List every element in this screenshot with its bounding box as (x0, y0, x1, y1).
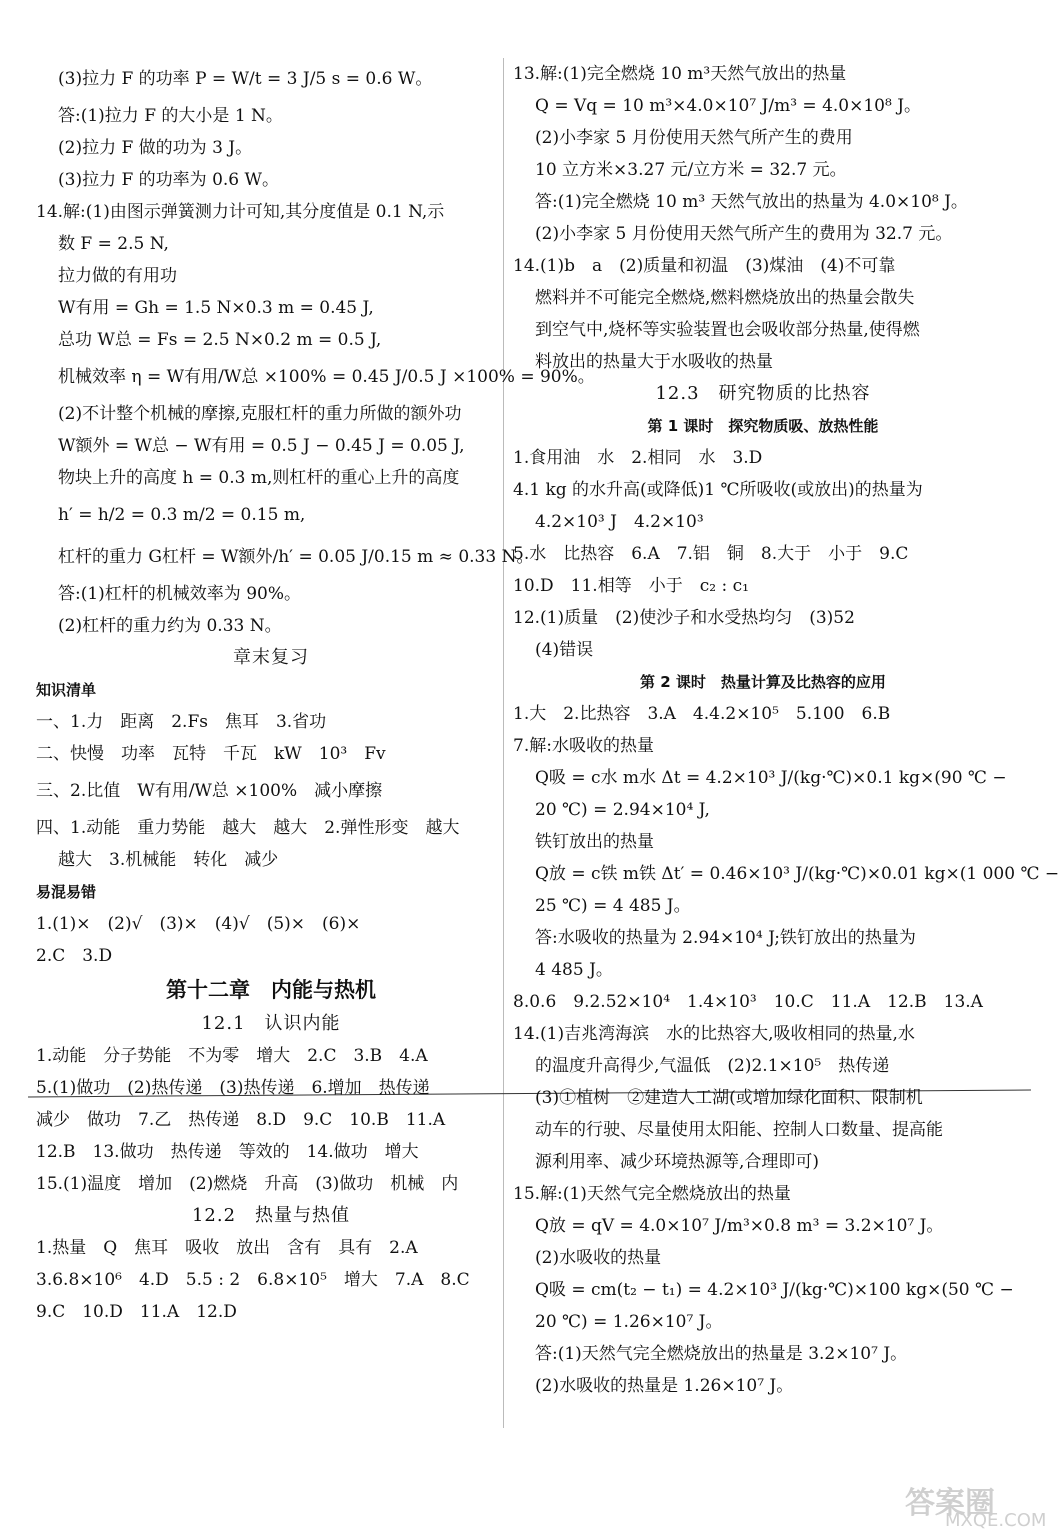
right-line: (2)水吸收的热量是 1.26×10⁷ J。 (535, 1376, 794, 1396)
right-line: 到空气中,烧杯等实验装置也会吸收部分热量,使得燃 (535, 320, 920, 340)
right-line: Q放 = c铁 m铁 Δt′ = 0.46×10³ J/(kg·℃)×0.01 kg×(1 000 ℃ − (535, 864, 1060, 884)
left-line: 机械效率 η = W有用/W总 ×100% = 0.45 J/0.5 J ×100% = 90%。 (58, 367, 595, 387)
left-line: W有用 = Gh = 1.5 N×0.3 m = 0.45 J, (58, 298, 374, 318)
right-column (513, 58, 1060, 1402)
left-line: (2)拉力 F 做的功为 3 J。 (58, 138, 253, 158)
right-line: 7.解:水吸收的热量 (513, 736, 654, 756)
left-line: 数 F = 2.5 N, (58, 234, 169, 254)
left-line: 1.(1)× (2)√ (3)× (4)√ (5)× (6)× (36, 914, 361, 934)
right-line: 12.3 研究物质的比热容 (655, 383, 871, 404)
left-line: 9.C 10.D 11.A 12.D (36, 1302, 237, 1322)
right-line: 4.1 kg 的水升高(或降低)1 ℃所吸收(或放出)的热量为 (513, 480, 923, 500)
right-line: 答:水吸收的热量为 2.94×10⁴ J;铁钉放出的热量为 (535, 928, 916, 948)
left-line: (2)不计整个机械的摩擦,克服杠杆的重力所做的额外功 (58, 404, 462, 424)
right-line: 答:(1)完全燃烧 10 m³ 天然气放出的热量为 4.0×10⁸ J。 (535, 192, 968, 212)
left-line: (2)杠杆的重力约为 0.33 N。 (58, 616, 282, 636)
left-line: 答:(1)杠杆的机械效率为 90%。 (58, 584, 301, 604)
left-line: 12.B 13.做功 热传递 等效的 14.做功 增大 (36, 1142, 419, 1162)
right-line: 第 2 课时 热量计算及比热容的应用 (640, 673, 886, 691)
left-line: (3)拉力 F 的功率为 0.6 W。 (58, 170, 279, 190)
watermark-logo: 答案圈 (905, 1486, 995, 1521)
left-line: 12.1 认识内能 (201, 1013, 341, 1034)
right-line: 5.水 比热容 6.A 7.铝 铜 8.大于 小于 9.C (513, 544, 909, 564)
left-line: 三、2.比值 W有用/W总 ×100% 减小摩擦 (36, 781, 383, 801)
right-line: 4 485 J。 (535, 960, 613, 980)
left-line: 总功 W总 = Fs = 2.5 N×0.2 m = 0.5 J, (58, 330, 382, 350)
left-line: 12.2 热量与热值 (191, 1205, 351, 1226)
right-line: (4)错误 (535, 640, 594, 660)
left-line: 3.6.8×10⁶ 4.D 5.5 : 2 6.8×10⁵ 增大 7.A 8.C (36, 1270, 470, 1290)
left-line: 物块上升的高度 h = 0.3 m,则杠杆的重心上升的高度 (58, 468, 460, 488)
right-line: 答:(1)天然气完全燃烧放出的热量是 3.2×10⁷ J。 (535, 1344, 908, 1364)
right-line: 14.(1)b a (2)质量和初温 (3)煤油 (4)不可靠 (513, 256, 896, 276)
right-line: 的温度升高得少,气温低 (2)2.1×10⁵ 热传递 (535, 1056, 890, 1076)
right-line: Q吸 = c水 m水 Δt = 4.2×10³ J/(kg·℃)×0.1 kg×(90 ℃ − (535, 768, 1007, 788)
right-line: 8.0.6 9.2.52×10⁴ 1.4×10³ 10.C 11.A 12.B 13.A (513, 992, 983, 1012)
right-line: 1.大 2.比热容 3.A 4.4.2×10⁵ 5.100 6.B (513, 704, 891, 724)
right-line: 料放出的热量大于水吸收的热量 (535, 352, 773, 372)
right-line: 源利用率、减少环境热源等,合理即可) (535, 1152, 820, 1172)
right-line: (2)小李家 5 月份使用天然气所产生的费用为 32.7 元。 (535, 224, 953, 244)
left-line: h′ = h/2 = 0.3 m/2 = 0.15 m, (58, 505, 306, 525)
right-line: 14.(1)吉兆湾海滨 水的比热容大,吸收相同的热量,水 (513, 1024, 915, 1044)
left-line: 杠杆的重力 G杠杆 = W额外/h′ = 0.05 J/0.15 m ≈ 0.33 N。 (58, 547, 534, 567)
left-line: 答:(1)拉力 F 的大小是 1 N。 (58, 106, 283, 126)
left-line: 拉力做的有用功 (58, 266, 177, 286)
right-line: 4.2×10³ J 4.2×10³ (535, 512, 704, 532)
right-line: 第 1 课时 探究物质吸、放热性能 (647, 417, 879, 435)
left-line: 一、1.力 距离 2.Fs 焦耳 3.省功 (36, 712, 327, 732)
right-line: 铁钉放出的热量 (535, 832, 654, 852)
left-line: 知识清单 (36, 681, 97, 699)
left-line: 二、快慢 功率 瓦特 千瓦 kW 10³ Fv (36, 744, 386, 764)
right-line: Q吸 = cm(t₂ − t₁) = 4.2×10³ J/(kg·℃)×100 kg×(50 ℃ − (535, 1280, 1014, 1300)
right-line: 1.食用油 水 2.相同 水 3.D (513, 448, 763, 468)
right-line: Q = Vq = 10 m³×4.0×10⁷ J/m³ = 4.0×10⁸ J。 (535, 96, 922, 116)
right-line: 12.(1)质量 (2)使沙子和水受热均匀 (3)52 (513, 608, 855, 628)
left-line: 15.(1)温度 增加 (2)燃烧 升高 (3)做功 机械 内 (36, 1174, 459, 1194)
left-line: W额外 = W总 − W有用 = 0.5 J − 0.45 J = 0.05 J, (58, 436, 465, 456)
right-line: (2)水吸收的热量 (535, 1248, 662, 1268)
right-line: 13.解:(1)完全燃烧 10 m³天然气放出的热量 (513, 64, 847, 84)
left-line: 四、1.动能 重力势能 越大 越大 2.弹性形变 越大 (36, 818, 460, 838)
right-line: 25 ℃) = 4 485 J。 (535, 896, 691, 916)
left-line: 1.热量 Q 焦耳 吸收 放出 含有 具有 2.A (36, 1238, 418, 1258)
left-line: 2.C 3.D (36, 946, 113, 966)
right-line: 15.解:(1)天然气完全燃烧放出的热量 (513, 1184, 791, 1204)
left-line: 易混易错 (36, 883, 97, 901)
watermark-text: MXQE.COM (945, 1510, 1047, 1531)
right-line: 10 立方米×3.27 元/立方米 = 32.7 元。 (535, 160, 847, 180)
right-line: (2)小李家 5 月份使用天然气所产生的费用 (535, 128, 853, 148)
right-line: 10.D 11.相等 小于 c₂ : c₁ (513, 576, 749, 596)
left-line: 越大 3.机械能 转化 减少 (58, 850, 279, 870)
right-line: 燃料并不可能完全燃烧,燃料燃烧放出的热量会散失 (535, 288, 915, 308)
left-line: 章末复习 (233, 647, 309, 668)
right-line: 20 ℃) = 2.94×10⁴ J, (535, 800, 710, 820)
right-line: 20 ℃) = 1.26×10⁷ J。 (535, 1312, 723, 1332)
left-line: 减少 做功 7.乙 热传递 8.D 9.C 10.B 11.A (36, 1110, 446, 1130)
right-line: (3)①植树 ②建造人工湖(或增加绿化面积、限制机 (535, 1088, 923, 1108)
left-line: 1.动能 分子势能 不为零 增大 2.C 3.B 4.A (36, 1046, 428, 1066)
left-line: 5.(1)做功 (2)热传递 (3)热传递 6.增加 热传递 (36, 1078, 430, 1098)
left-line: 第十二章 内能与热机 (166, 977, 376, 1002)
left-line: 14.解:(1)由图示弹簧测力计可知,其分度值是 0.1 N,示 (36, 202, 445, 222)
right-line: Q放 = qV = 4.0×10⁷ J/m³×0.8 m³ = 3.2×10⁷ J。 (535, 1216, 944, 1236)
left-line: (3)拉力 F 的功率 P = W/t = 3 J/5 s = 0.6 W。 (58, 69, 433, 89)
right-line: 动车的行驶、尽量使用太阳能、控制人口数量、提高能 (535, 1120, 943, 1140)
